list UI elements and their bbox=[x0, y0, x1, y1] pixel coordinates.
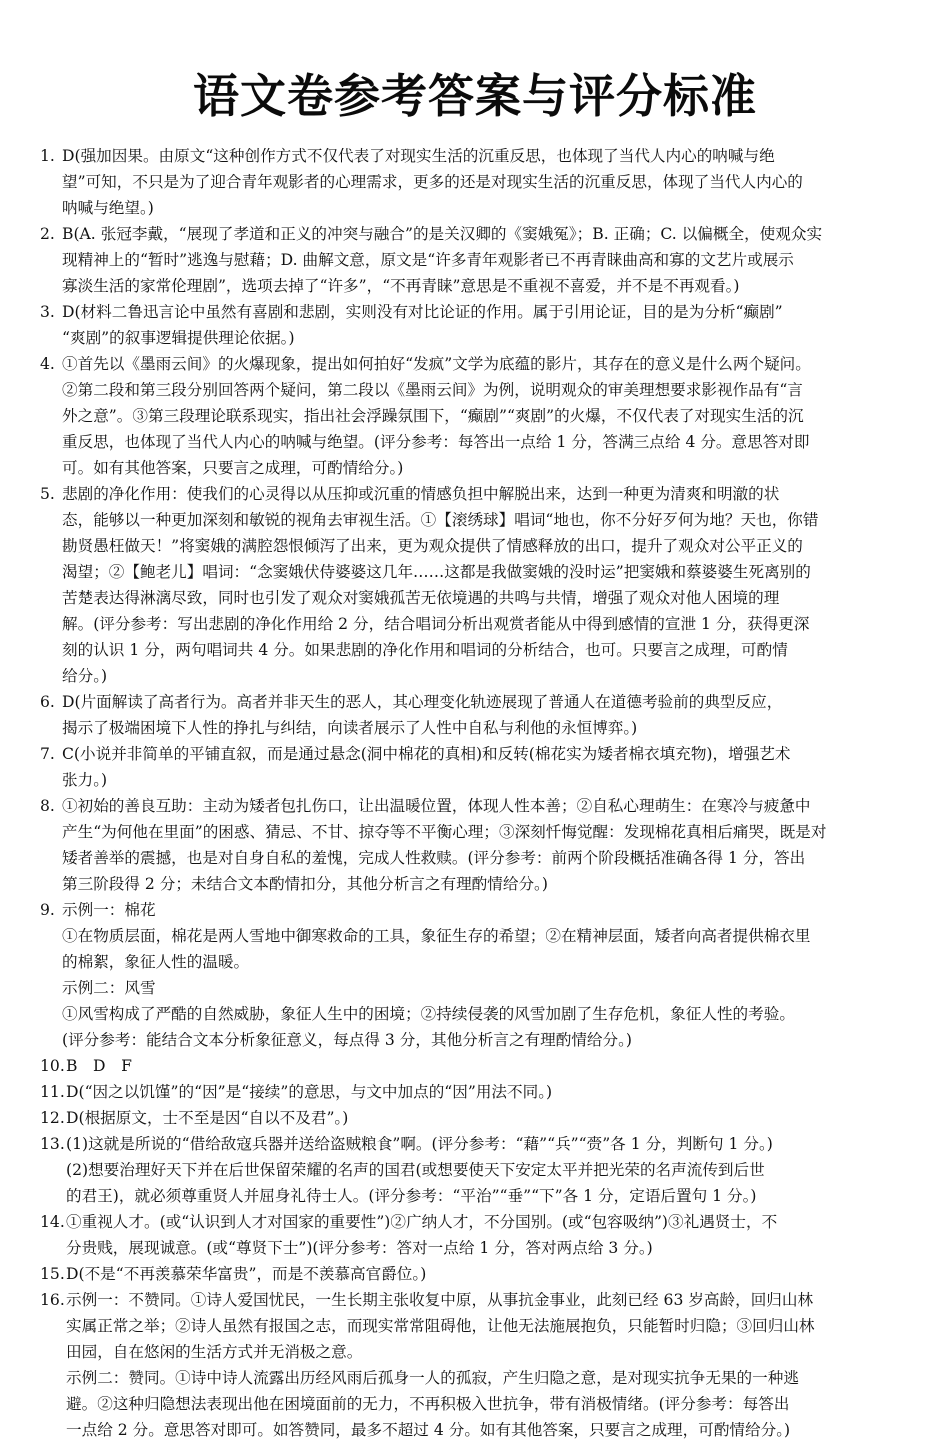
answer-number: 6. bbox=[40, 693, 55, 711]
answer-item bbox=[40, 897, 915, 1053]
answer-line: 矮者善举的震撼，也是对自身自私的羞愧，完成人性救赎。(评分参考：前两个阶段概括准确各得 1 分，答出 bbox=[62, 849, 806, 867]
answer-line: 实属正常之举；②诗人虽然有报国之志，而现实常常阻碍他，让他无法施展抱负，只能暂时归隐；③回归山林 bbox=[66, 1317, 815, 1335]
answer-line: 的棉絮，象征人性的温暖。 bbox=[62, 953, 250, 971]
answer-number: 14. bbox=[40, 1213, 65, 1231]
answer-item bbox=[40, 741, 915, 793]
answer-number: 10. bbox=[40, 1057, 65, 1075]
answer-item bbox=[40, 1261, 915, 1287]
answer-line: 苦楚表达得淋漓尽致，同时也引发了观众对窦娥孤苦无依境遇的共鸣与共情，增强了观众对他人困境的理 bbox=[62, 589, 780, 607]
answer-line: 一点给 2 分。意思答对即可。如答赞同，最多不超过 4 分。如有其他答案，只要言之成理，可酌情给分。) bbox=[66, 1421, 791, 1439]
answer-line: 分贵贱，展现诚意。(或“尊贤下士”)(评分参考：答对一点给 1 分，答对两点给 3 分。) bbox=[66, 1239, 653, 1257]
answer-line: 重反思，也体现了当代人内心的呐喊与绝望。(评分参考：每答出一点给 1 分，答满三点给 4 分。意思答对即 bbox=[62, 433, 810, 451]
answer-number: 2. bbox=[40, 225, 55, 243]
answer-line: 刻的认识 1 分，两句唱词共 4 分。如果悲剧的净化作用和唱词的分析结合，也可。只要言之成理，可酌情 bbox=[62, 641, 788, 659]
answer-item bbox=[40, 143, 915, 221]
answer-line: D(材料二鲁迅言论中虽然有喜剧和悲剧，实则没有对比论证的作用。属于引用论证，目的是为分析“癫剧” bbox=[62, 303, 783, 321]
answer-line: 示例一：棉花 bbox=[62, 901, 156, 919]
answer-item bbox=[40, 351, 915, 481]
answer-number: 4. bbox=[40, 355, 55, 373]
answer-line: 可。如有其他答案，只要言之成理，可酌情给分。) bbox=[62, 459, 404, 477]
answer-line: D(强加因果。由原文“这种创作方式不仅代表了对现实生活的沉重反思，也体现了当代人内心的呐喊与绝 bbox=[62, 147, 775, 165]
answer-line: 望”可知，不只是为了迎合青年观影者的心理需求，更多的还是对现实生活的沉重反思，体现了当代人内心的 bbox=[62, 173, 803, 191]
answer-number: 15. bbox=[40, 1265, 65, 1283]
answer-line: 勘贤愚枉做天！”将窦娥的满腔怨恨倾泻了出来，更为观众提供了情感释放的出口，提升了观众对公平正义的 bbox=[62, 537, 803, 555]
answer-line: 悲剧的净化作用：使我们的心灵得以从压抑或沉重的情感负担中解脱出来，达到一种更为清爽和明澈的状 bbox=[62, 485, 780, 503]
answer-line: D(片面解读了高者行为。高者并非天生的恶人，其心理变化轨迹展现了普通人在道德考验前的典型反应， bbox=[62, 693, 783, 711]
answer-item bbox=[40, 1053, 915, 1079]
answer-line: 外之意”。③第三段理论联系现实，指出社会浮躁氛围下，“癫剧”“爽剧”的火爆，不仅代表了对现实生活的沉 bbox=[62, 407, 804, 425]
answer-line: ①重视人才。(或“认识到人才对国家的重要性”)②广纳人才，不分国别。(或“包容吸纳”)③礼遇贤士，不 bbox=[66, 1213, 778, 1231]
answer-item bbox=[40, 1209, 915, 1261]
answer-line: ①首先以《墨雨云间》的火爆现象，提出如何拍好“发疯”文学为底蕴的影片，其存在的意义是什么两个疑问。 bbox=[62, 355, 811, 373]
answer-number: 7. bbox=[40, 745, 55, 763]
answer-line: 揭示了极端困境下人性的挣扎与纠结，向读者展示了人性中自私与利他的永恒博弈。) bbox=[62, 719, 638, 737]
answer-line: 田园，自在悠闲的生活方式并无消极之意。 bbox=[66, 1343, 363, 1361]
answer-item bbox=[40, 1131, 915, 1209]
answer-line: ①风雪构成了严酷的自然威胁，象征人生中的困境；②持续侵袭的风雪加剧了生存危机，象征人性的考验。 bbox=[62, 1005, 795, 1023]
answer-item bbox=[40, 793, 915, 897]
answer-line: (1)这就是所说的“借给敌寇兵器并送给盗贼粮食”啊。(评分参考：“藉”“兵”“赍”各 1 分，判断句 1 分。) bbox=[66, 1135, 773, 1153]
answer-line: ①初始的善良互助：主动为矮者包扎伤口，让出温暖位置，体现人性本善；②自私心理萌生：在寒冷与疲惫中 bbox=[62, 797, 811, 815]
answer-line: 产生“为何他在里面”的困惑、猜忌、不甘、掠夺等不平衡心理；③深刻忏悔觉醒：发现棉花真相后痛哭，既是对 bbox=[62, 823, 827, 841]
answer-line: 呐喊与绝望。) bbox=[62, 199, 154, 217]
answer-line: D(“因之以饥馑”的“因”是“接续”的意思，与文中加点的“因”用法不同。) bbox=[66, 1083, 553, 1101]
answer-number: 1. bbox=[40, 147, 55, 165]
page-title: 语文卷参考答案与评分标准 bbox=[193, 69, 757, 123]
answer-item bbox=[40, 221, 915, 299]
answer-number: 11. bbox=[40, 1083, 65, 1101]
answer-number: 5. bbox=[40, 485, 55, 503]
answer-line: 给分。) bbox=[62, 667, 108, 685]
answer-number: 12. bbox=[40, 1109, 65, 1127]
answer-number: 9. bbox=[40, 901, 55, 919]
answer-item bbox=[40, 689, 915, 741]
answer-number: 8. bbox=[40, 797, 55, 815]
answer-line: B(A. 张冠李戴，“展现了孝道和正义的冲突与融合”的是关汉卿的《窦娥冤》；B. 正确；C. 以偏概全，使观众实 bbox=[62, 225, 823, 243]
answer-line: 现精神上的“暂时”逃逸与慰藉；D. 曲解文意，原文是“许多青年观影者已不再青睐曲高和寡的文艺片或展示 bbox=[62, 251, 794, 269]
answer-item bbox=[40, 1079, 915, 1105]
answer-number: 3. bbox=[40, 303, 55, 321]
answer-line: ②第二段和第三段分别回答两个疑问，第二段以《墨雨云间》为例，说明观众的审美理想要求影视作品有“言 bbox=[62, 381, 803, 399]
answer-line: 示例一：不赞同。①诗人爱国忧民，一生长期主张收复中原，从事抗金事业，此刻已经 63 岁高龄，回归山林 bbox=[66, 1291, 814, 1309]
answer-item bbox=[40, 299, 915, 351]
answer-line: D(不是“不再羡慕荣华富贵”，而是不羡慕高官爵位。) bbox=[66, 1265, 427, 1283]
answer-line: 解。(评分参考：写出悲剧的净化作用给 2 分，结合唱词分析出观赏者能从中得到感情的宣泄 1 分，获得更深 bbox=[62, 615, 810, 633]
answer-line: C(小说并非简单的平铺直叙，而是通过悬念(洞中棉花的真相)和反转(棉花实为矮者棉衣填充物)，增强艺术 bbox=[62, 745, 791, 763]
answer-list bbox=[40, 143, 915, 1443]
answer-item bbox=[40, 1105, 915, 1131]
answer-number: 13. bbox=[40, 1135, 65, 1153]
answer-line: “爽剧”的叙事逻辑提供理论依据。) bbox=[62, 329, 295, 347]
answer-line: B D F bbox=[66, 1057, 132, 1075]
answer-line: 张力。) bbox=[62, 771, 108, 789]
answer-line: 寡淡生活的家常伦理剧”，选项去掉了“许多”，“不再青睐”意思是不重视不喜爱，并不是不再观看。) bbox=[62, 277, 740, 295]
answer-line: 示例二：赞同。①诗中诗人流露出历经风雨后孤身一人的孤寂，产生归隐之意，是对现实抗争无果的一种逃 bbox=[66, 1369, 799, 1387]
answer-line: ①在物质层面，棉花是两人雪地中御寒救命的工具，象征生存的希望；②在精神层面，矮者向高者提供棉衣里 bbox=[62, 927, 811, 945]
answer-item bbox=[40, 481, 915, 689]
answer-item bbox=[40, 1287, 915, 1443]
answer-line: D(根据原文，士不至是因“自以不及君”。) bbox=[66, 1109, 349, 1127]
answer-line: 渴望；②【鲍老儿】唱词：“念窦娥伏侍婆婆这几年……这都是我做窦娥的没时运”把窦娥和蔡婆婆生死离别的 bbox=[62, 563, 811, 581]
answer-line: 避。②这种归隐想法表现出他在困境面前的无力，不再积极入世抗争，带有消极情绪。(评分参考：每答出 bbox=[66, 1395, 790, 1413]
answer-line: 态，能够以一种更加深刻和敏锐的视角去审视生活。①【滚绣球】唱词“地也，你不分好歹何为地？天也，你错 bbox=[62, 511, 819, 529]
answer-line: 的君王)，就必须尊重贤人并屈身礼待士人。(评分参考：“平治”“垂”“下”各 1 分，定语后置句 1 分。) bbox=[66, 1187, 757, 1205]
answer-line: (2)想要治理好天下并在后世保留荣耀的名声的国君(或想要使天下安定太平并把光荣的名声流传到后世 bbox=[66, 1161, 765, 1179]
answer-line: (评分参考：能结合文本分析象征意义，每点得 3 分，其他分析言之有理酌情给分。) bbox=[62, 1031, 632, 1049]
answer-line: 示例二：风雪 bbox=[62, 979, 156, 997]
answer-line: 第三阶段得 2 分；未结合文本酌情扣分，其他分析言之有理酌情给分。) bbox=[62, 875, 548, 893]
answer-number: 16. bbox=[40, 1291, 65, 1309]
